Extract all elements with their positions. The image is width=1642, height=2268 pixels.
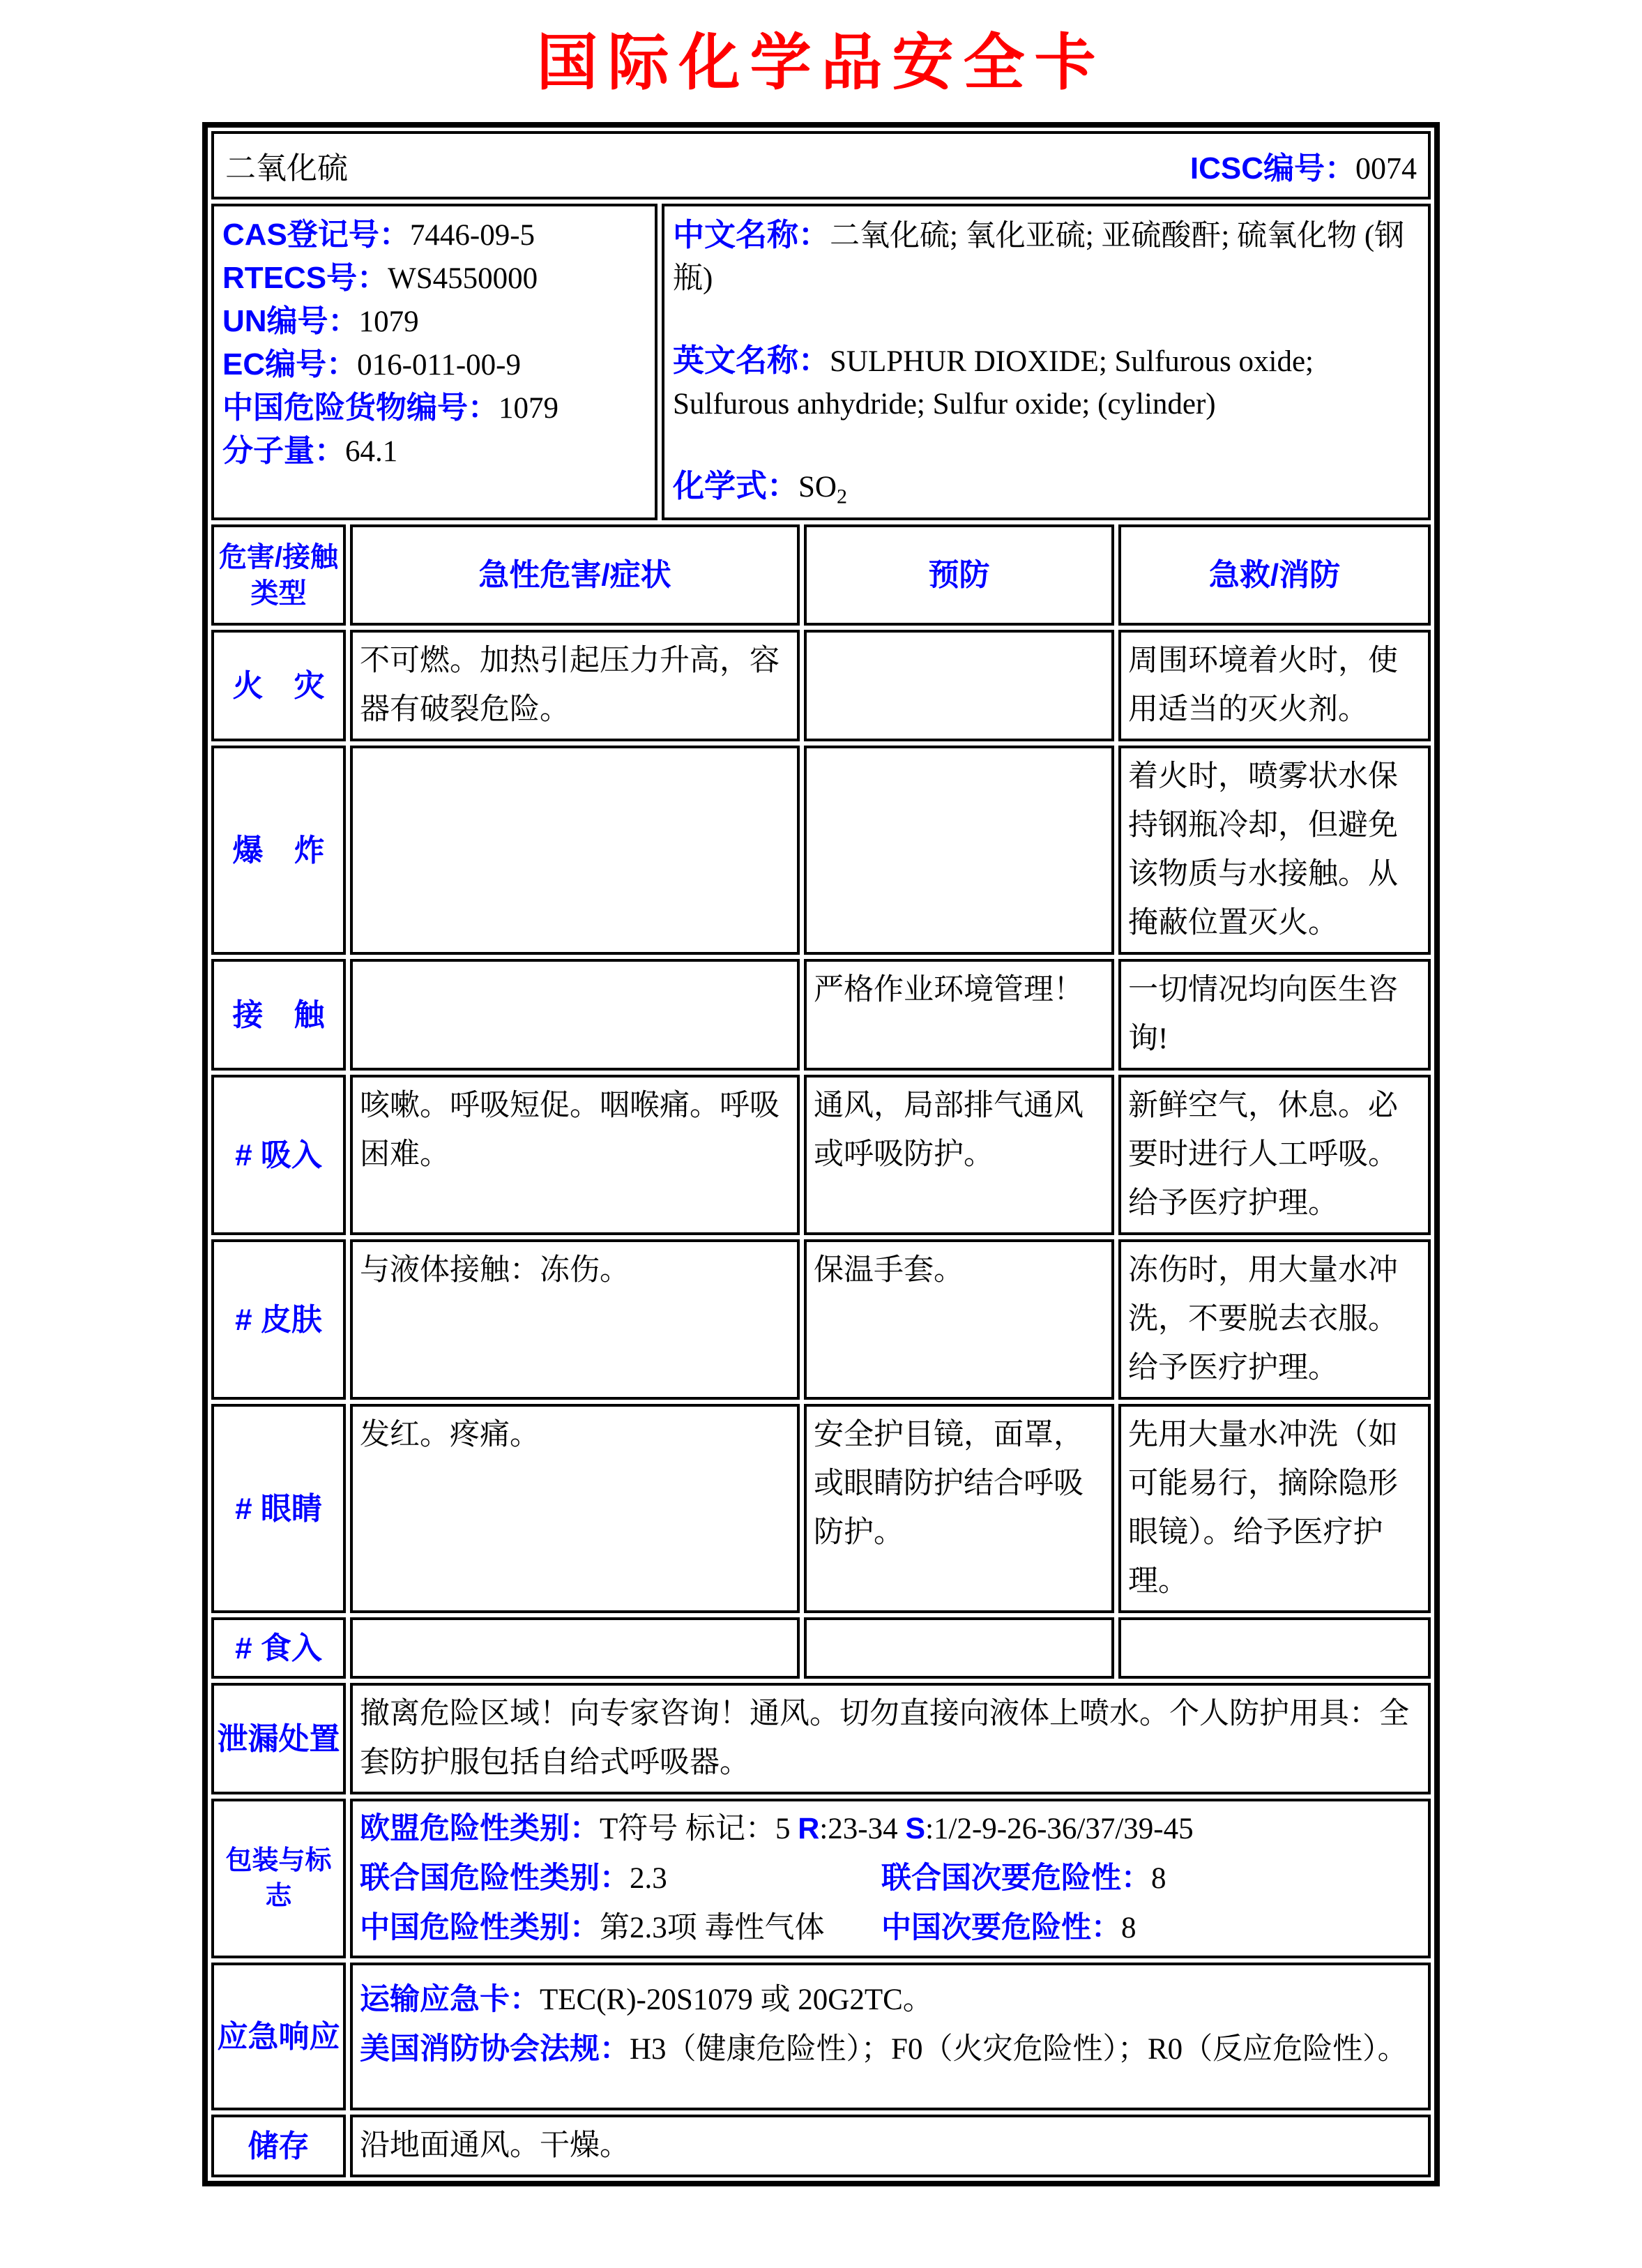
cn-class-label: 中国危险性类别：	[360, 1911, 600, 1945]
ec-number-value: 016-011-00-9	[357, 348, 521, 381]
prevention-cell: 通风，局部排气通风或呼吸防护。	[804, 1075, 1114, 1235]
hazard-header-prevention: 预防	[804, 524, 1114, 626]
hazard-header-first-aid: 急救/消防	[1118, 524, 1431, 626]
nfpa-value: H3（健康危险性）；F0（火灾危险性）；R0（反应危险性）。	[630, 2033, 1408, 2066]
prevention-cell: 保温手套。	[804, 1239, 1114, 1400]
un-subsidiary	[881, 1854, 1421, 1903]
tec-card-value: TEC(R)-20S1079 或 20G2TC。	[540, 1983, 933, 2017]
hazard-header-type: 危害/接触类型	[211, 524, 346, 626]
name-band	[211, 131, 1431, 199]
hazard-row-exposure	[211, 959, 1431, 1071]
eu-class-value: T符号 标记：5	[600, 1813, 798, 1846]
english-name-label: 英文名称：	[673, 342, 830, 378]
symptoms-cell	[350, 1617, 800, 1679]
prevention-cell	[804, 746, 1114, 955]
ec-number-label: EC编号：	[222, 347, 358, 381]
nfpa-line	[360, 2025, 1421, 2074]
identifier-row	[222, 343, 648, 386]
hazard-type-cell: 火 灾	[211, 630, 346, 741]
tec-card-line	[360, 1975, 1421, 2025]
safety-card	[202, 122, 1440, 2187]
hazard-row-fire	[211, 630, 1431, 741]
chemical-formula	[673, 464, 1417, 518]
hazard-row-eyes	[211, 1404, 1431, 1613]
packaging-label: 包装与标志	[211, 1799, 346, 1958]
cn-class	[360, 1903, 881, 1953]
emergency-content	[350, 1963, 1431, 2110]
prevention-cell	[804, 630, 1114, 741]
un-class-value: 2.3	[630, 1862, 667, 1896]
identifier-row	[222, 257, 648, 300]
cn-classification-line	[360, 1903, 1421, 1953]
identifier-row	[222, 300, 648, 343]
hazard-type-cell: # 皮肤	[211, 1239, 346, 1400]
identifiers-cell	[211, 204, 657, 521]
storage-row	[211, 2115, 1431, 2177]
first-aid-cell: 周围环境着火时，使用适当的灭火剂。	[1118, 630, 1431, 741]
china-dg-number-label: 中国危险货物编号：	[222, 390, 499, 425]
identifier-row	[222, 386, 648, 430]
spill-row	[211, 1683, 1431, 1794]
emergency-label: 应急响应	[211, 1963, 346, 2110]
symptoms-cell: 不可燃。加热引起压力升高，容器有破裂危险。	[350, 630, 800, 741]
emergency-row	[211, 1963, 1431, 2110]
hazard-row-ingestion	[211, 1617, 1431, 1679]
chinese-name-value: 二氧化硫; 氧化亚硫; 亚硫酸酐; 硫氧化物 (钢瓶)	[673, 219, 1405, 295]
hazard-type-cell: 爆 炸	[211, 746, 346, 955]
rtecs-label: RTECS号：	[222, 260, 388, 295]
icsc-number	[1190, 143, 1417, 188]
first-aid-cell: 先用大量水冲洗（如可能易行，摘除隐形眼镜）。给予医疗护理。	[1118, 1404, 1431, 1613]
hazard-header-symptoms: 急性危害/症状	[350, 524, 800, 626]
mol-weight-value: 64.1	[345, 434, 398, 468]
r-phrases-value: :23-34	[819, 1813, 906, 1846]
prevention-cell: 严格作业环境管理！	[804, 959, 1114, 1071]
substance-name: 二氧化硫	[225, 151, 348, 186]
s-phrases-label: S	[905, 1812, 926, 1846]
un-subsidiary-value: 8	[1151, 1862, 1166, 1896]
storage-label: 储存	[211, 2115, 346, 2177]
un-classification-line	[360, 1854, 1421, 1903]
chinese-name	[673, 213, 1417, 300]
hazard-row-explosion	[211, 746, 1431, 955]
names-cell	[662, 204, 1431, 521]
symptoms-cell	[350, 746, 800, 955]
packaging-content	[350, 1799, 1431, 1958]
symptoms-cell: 发红。疼痛。	[350, 1404, 800, 1613]
eu-classification-line	[360, 1804, 1421, 1854]
un-number-label: UN编号：	[222, 303, 359, 338]
hazard-type-cell: 接 触	[211, 959, 346, 1071]
formula-base: SO	[798, 470, 837, 504]
un-number-value: 1079	[358, 305, 419, 338]
first-aid-cell: 着火时，喷雾状水保持钢瓶冷却，但避免该物质与水接触。从掩蔽位置灭火。	[1118, 746, 1431, 955]
identifier-row	[222, 213, 648, 257]
first-aid-cell: 冻伤时，用大量水冲洗，不要脱去衣服。给予医疗护理。	[1118, 1239, 1431, 1400]
spill-label: 泄漏处置	[211, 1683, 346, 1794]
cn-subsidiary	[881, 1903, 1421, 1953]
identifiers-section	[211, 204, 1431, 521]
hazard-row-skin	[211, 1239, 1431, 1400]
hazard-header-row	[211, 524, 1431, 626]
prevention-cell: 安全护目镜，面罩，或眼睛防护结合呼吸防护。	[804, 1404, 1114, 1613]
rtecs-value: WS4550000	[388, 262, 538, 295]
page-title: 国际化学品安全卡	[536, 30, 1106, 98]
hazard-row-inhalation	[211, 1075, 1431, 1235]
un-class-label: 联合国危险性类别：	[360, 1861, 630, 1896]
s-phrases-value: :1/2-9-26-36/37/39-45	[925, 1813, 1194, 1846]
un-subsidiary-label: 联合国次要危险性：	[881, 1861, 1151, 1896]
cn-subsidiary-value: 8	[1121, 1912, 1137, 1945]
formula-label: 化学式：	[673, 467, 799, 504]
formula-value	[798, 470, 847, 508]
english-name	[673, 339, 1417, 425]
mol-weight-label: 分子量：	[222, 433, 345, 468]
prevention-cell	[804, 1617, 1114, 1679]
first-aid-cell	[1118, 1617, 1431, 1679]
cn-class-value: 第2.3项 毒性气体	[600, 1912, 825, 1945]
hazard-type-cell: # 食入	[211, 1617, 346, 1679]
symptoms-cell	[350, 959, 800, 1071]
first-aid-cell: 一切情况均向医生咨询!	[1118, 959, 1431, 1071]
nfpa-label: 美国消防协会法规：	[360, 2032, 630, 2066]
r-phrases-label: R	[798, 1812, 820, 1846]
hazard-type-cell: # 吸入	[211, 1075, 346, 1235]
english-name-value: SULPHUR DIOXIDE; Sulfurous oxide; Sulfurous anhydride; Sulfur oxide; (cylinder)	[673, 345, 1314, 421]
spill-text: 撤离危险区域！向专家咨询！通风。切勿直接向液体上喷水。个人防护用具：全套防护服包括自给式呼吸器。	[350, 1683, 1431, 1794]
name-band-cell	[211, 131, 1431, 199]
cas-label: CAS登记号：	[222, 217, 410, 252]
cn-subsidiary-label: 中国次要危险性：	[881, 1911, 1121, 1945]
tec-card-label: 运输应急卡：	[360, 1983, 540, 2017]
storage-text: 沿地面通风。干燥。	[350, 2115, 1431, 2177]
china-dg-number-value: 1079	[499, 391, 558, 425]
hazard-type-cell: # 眼睛	[211, 1404, 346, 1613]
first-aid-cell: 新鲜空气，休息。必要时进行人工呼吸。给予医疗护理。	[1118, 1075, 1431, 1235]
formula-subscript: 2	[836, 485, 847, 508]
packaging-row	[211, 1799, 1431, 1958]
icsc-number-label: ICSC编号：	[1189, 151, 1355, 186]
cas-value: 7446-09-5	[409, 218, 535, 252]
chinese-name-label: 中文名称：	[673, 216, 830, 252]
identifier-row	[222, 430, 648, 473]
icsc-number-value: 0074	[1355, 151, 1417, 186]
un-class	[360, 1854, 881, 1903]
symptoms-cell: 与液体接触：冻伤。	[350, 1239, 800, 1400]
symptoms-cell: 咳嗽。呼吸短促。咽喉痛。呼吸困难。	[350, 1075, 800, 1235]
eu-class-label: 欧盟危险性类别：	[360, 1812, 600, 1846]
